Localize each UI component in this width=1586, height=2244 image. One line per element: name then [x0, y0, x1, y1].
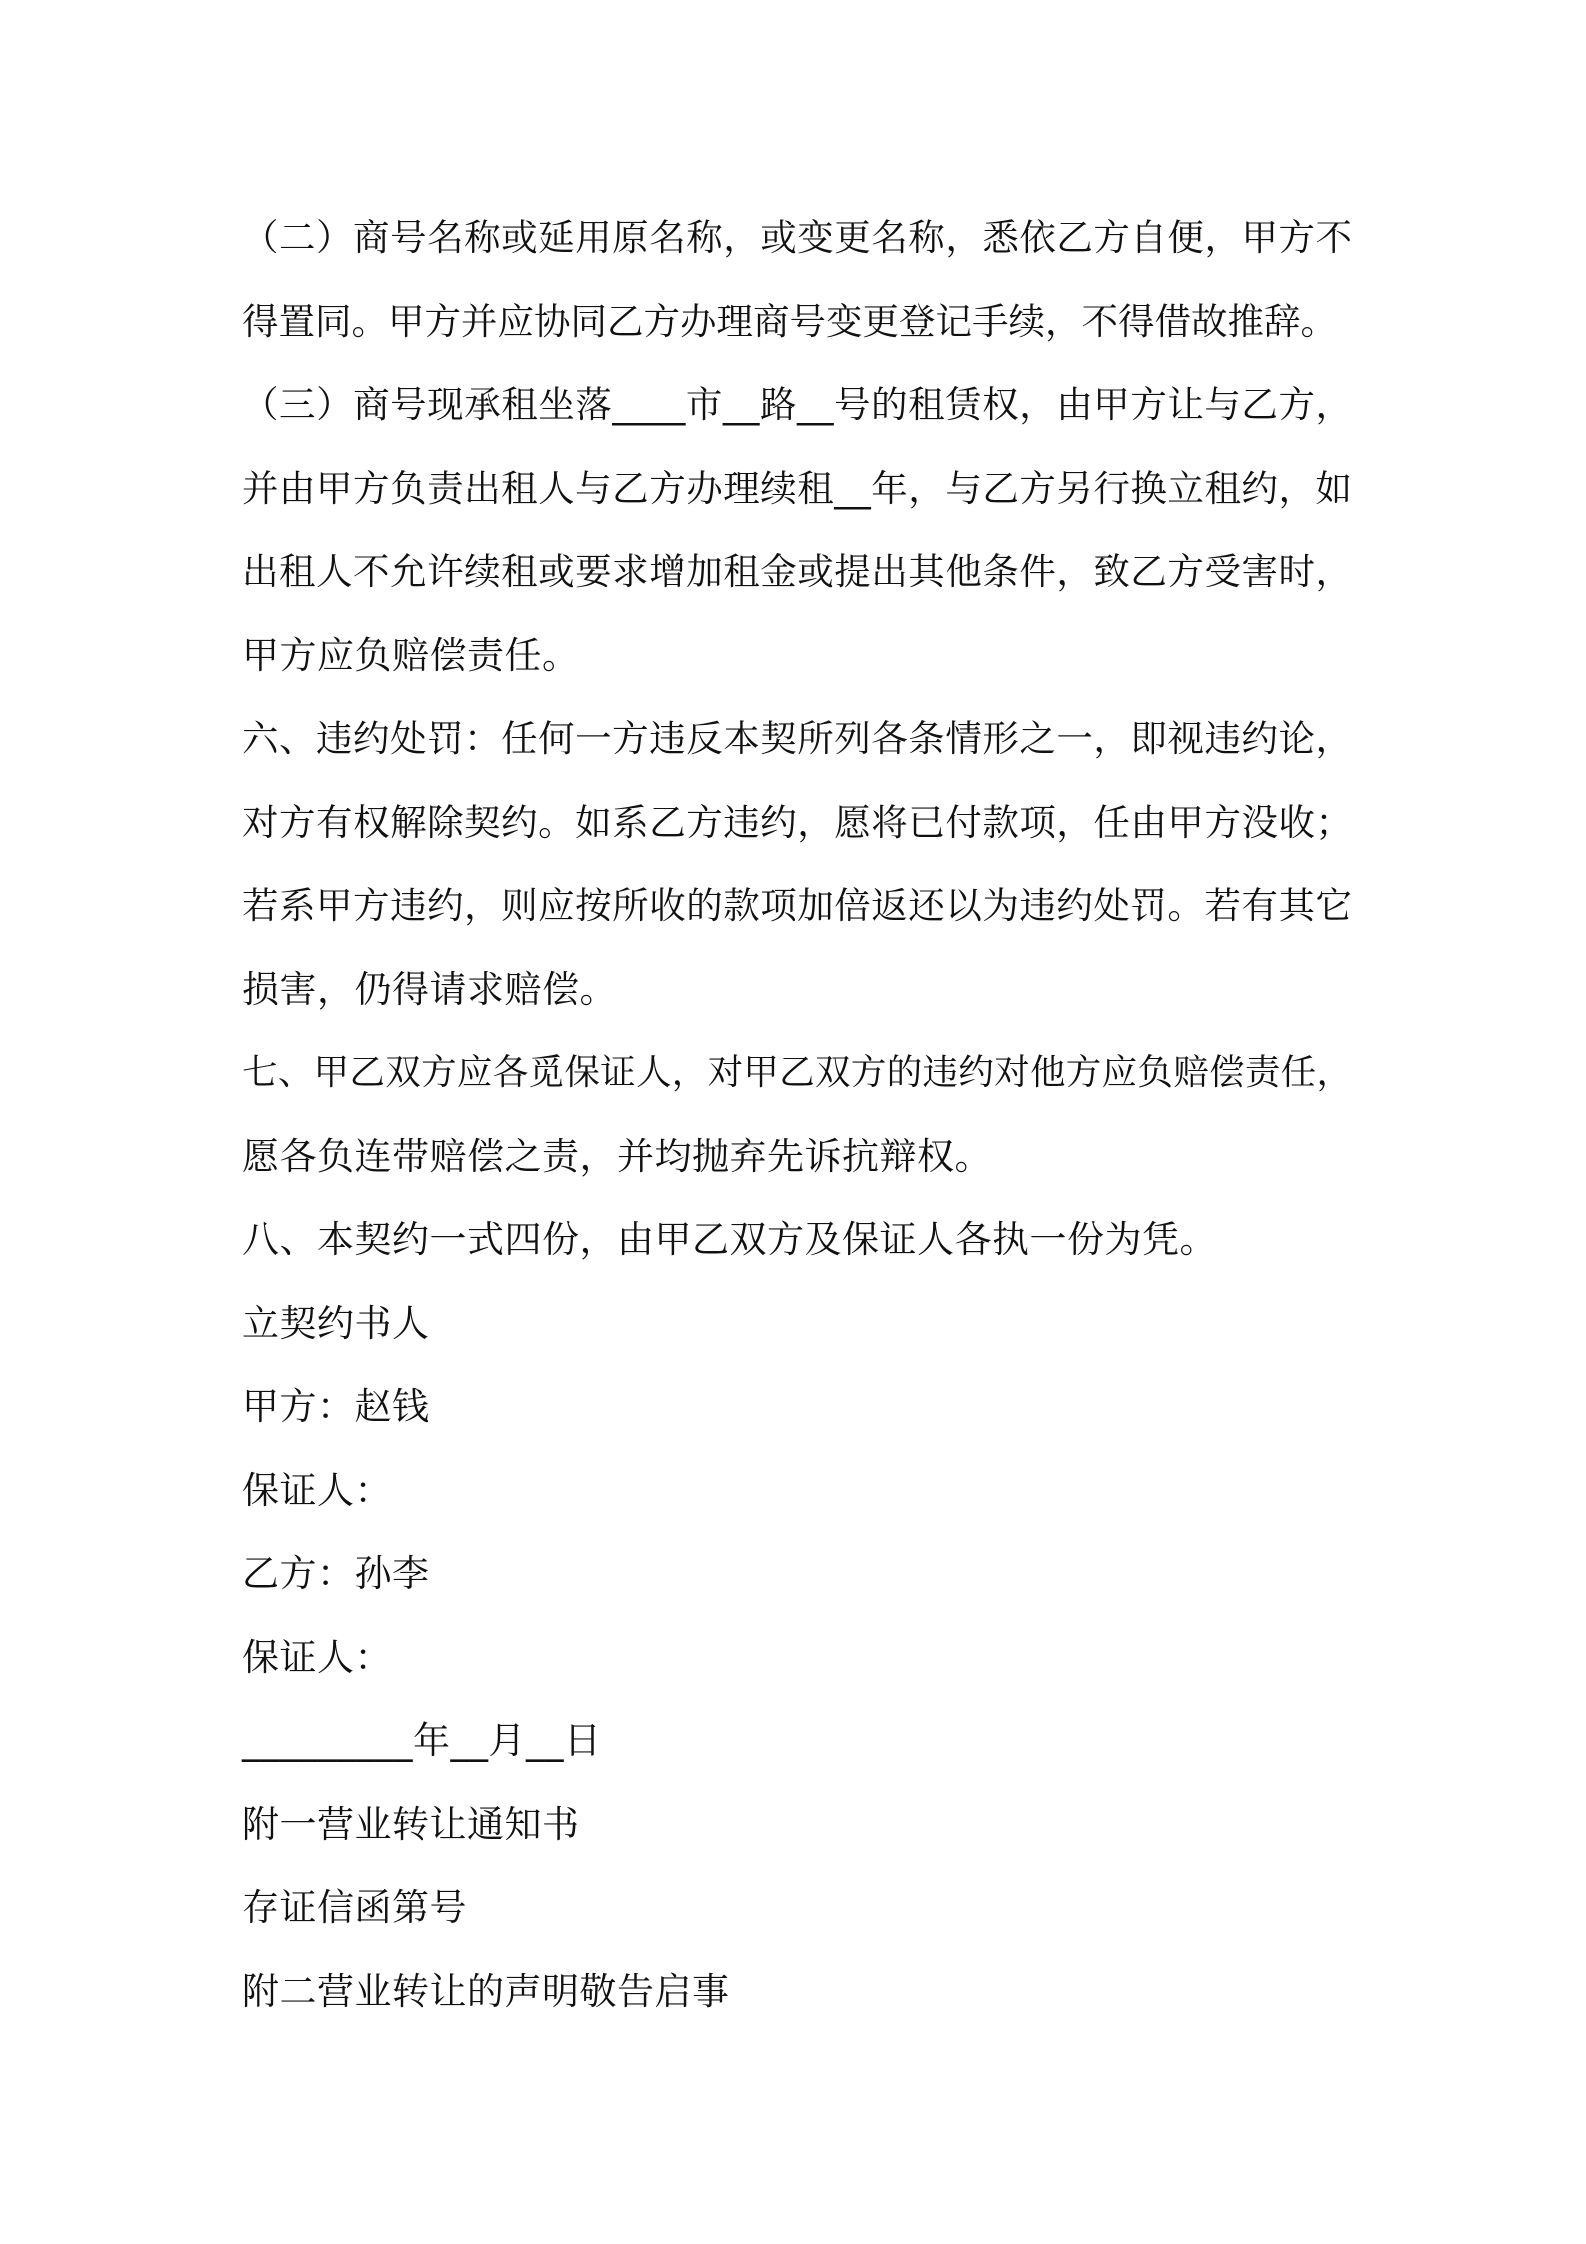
- breach-penalty-line-4: 损害，仍得请求赔偿。: [242, 967, 617, 1011]
- contract-signatories-heading: 立契约书人: [242, 1301, 430, 1345]
- clause-2-line-1: （二）商号名称或延用原名称，或变更名称，悉依乙方自便，甲方不: [242, 216, 1352, 259]
- breach-penalty-line-3: 若系甲方违约，则应按所收的款项加倍返还以为违约处罚。若有其它: [242, 884, 1352, 927]
- signing-date: _________年__月__日: [242, 1719, 602, 1762]
- copies-clause: 八、本契约一式四份，由甲乙双方及保证人各执一份为凭。: [242, 1218, 1217, 1261]
- appendix-2-title: 附二营业转让的声明敬告启事: [242, 1969, 730, 2013]
- party-a-guarantor: 保证人：: [242, 1468, 392, 1512]
- guarantor-clause-line-2: 愿各负连带赔偿之责，并均抛弃先诉抗辩权。: [242, 1134, 992, 1178]
- clause-3-line-3: 出租人不允许续租或要求增加租金或提出其他条件，致乙方受害时，: [242, 550, 1352, 593]
- breach-penalty-line-2: 对方有权解除契约。如系乙方违约，愿将已付款项，任由甲方没收；: [242, 800, 1352, 844]
- clause-3-line-4: 甲方应负赔偿责任。: [242, 633, 580, 677]
- clause-3-line-1: （三）商号现承租坐落____市__路__号的租赁权，由甲方让与乙方，: [242, 383, 1352, 426]
- guarantor-clause-line-1: 七、甲乙双方应各觅保证人，对甲乙双方的违约对他方应负赔偿责任，: [242, 1052, 1352, 1093]
- document-body: [242, 196, 1352, 2033]
- party-b-guarantor: 保证人：: [242, 1635, 392, 1679]
- appendix-1-title: 附一营业转让通知书: [242, 1802, 580, 1846]
- clause-2-line-2: 得置同。甲方并应协同乙方办理商号变更登记手续，不得借故推辞。: [242, 299, 1337, 343]
- breach-penalty-line-1: 六、违约处罚：任何一方违反本契所列各条情形之一，即视违约论，: [242, 717, 1352, 760]
- party-a: 甲方：赵钱: [242, 1385, 430, 1428]
- clause-3-line-2: 并由甲方负责出租人与乙方办理续租__年，与乙方另行换立租约，如: [242, 466, 1352, 510]
- certified-letter-number: 存证信函第号: [242, 1886, 467, 1929]
- party-b: 乙方：孙李: [242, 1552, 430, 1595]
